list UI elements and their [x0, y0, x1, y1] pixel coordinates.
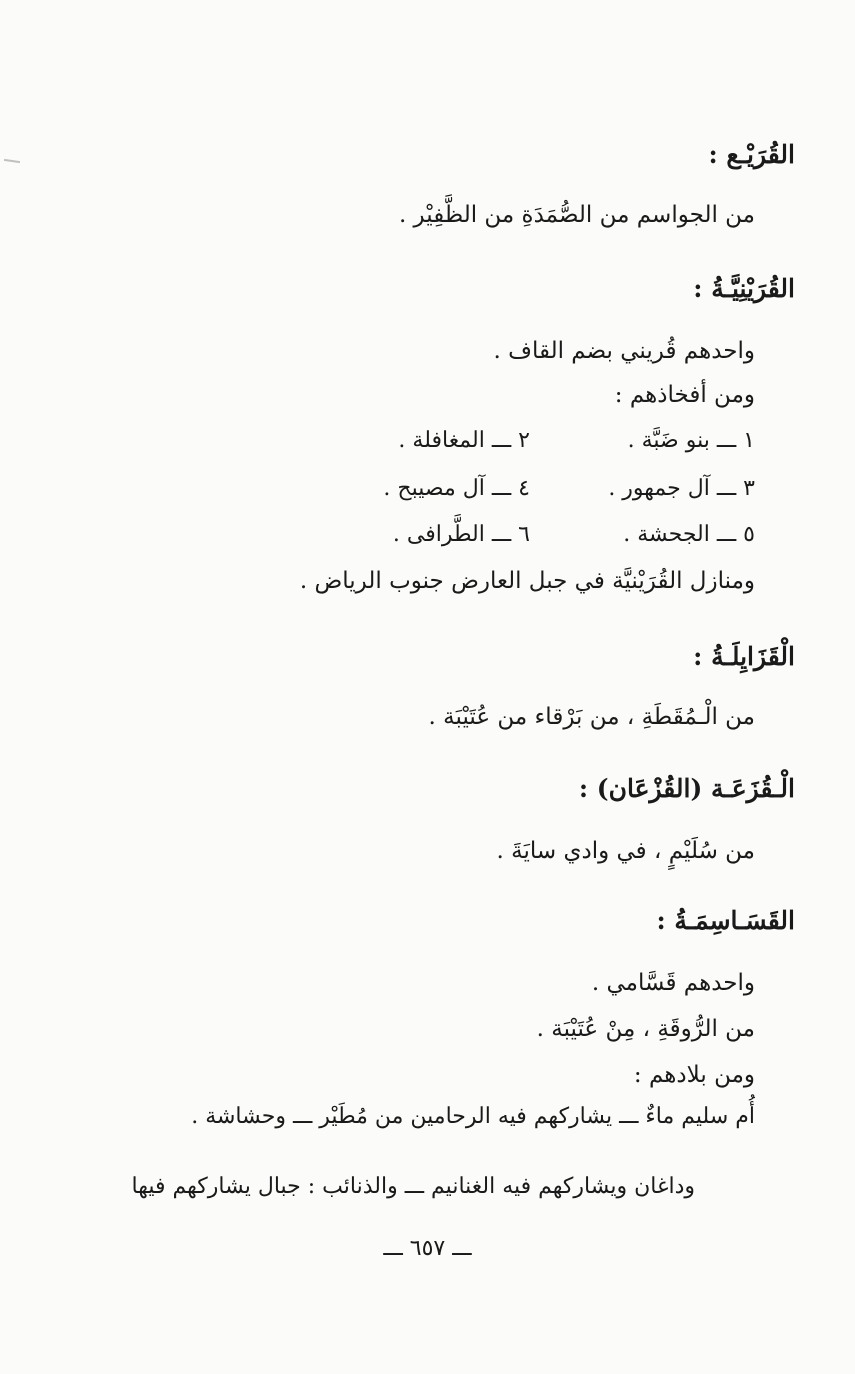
subdivision-item: ٥ ـــ الجحشة .: [623, 522, 755, 547]
subdivision-item: ٣ ـــ آل جمهور .: [608, 476, 755, 501]
entry-text: من الجواسم من الصُّمَدَةِ من الظَّفِيْر .: [398, 202, 755, 228]
entry-heading-qasasima: القَسَـاسِمَـةُ :: [656, 906, 795, 935]
entry-text: من الرُّوقَةِ ، مِنْ عُتَيْبَة .: [536, 1016, 755, 1042]
subdivision-item: ٦ ـــ الطَّرافى .: [392, 522, 530, 547]
entry-text: من سُلَيْمٍ ، في وادي سايَةَ .: [496, 838, 755, 864]
entry-heading-quray: القُرَيْـع :: [708, 140, 795, 169]
subdivision-item: ١ ـــ بنو ضَبَّة .: [627, 428, 755, 453]
entry-text: ومن بلادهم :: [633, 1062, 755, 1088]
entry-text: ومن أفخاذهم :: [614, 382, 755, 408]
entry-text: واحدهم قَسَّامي .: [591, 970, 755, 996]
page-number: ـــ ٦٥٧ ـــ: [383, 1236, 472, 1261]
subdivision-item: ٤ ـــ آل مصيبح .: [383, 476, 530, 501]
entry-heading-qazayila: الْقَزَايِلَـةُ :: [693, 642, 795, 671]
subdivision-row: [393, 518, 755, 552]
entry-heading-qurayniyya: القُرَيْنِيَّـةُ :: [693, 274, 795, 303]
continuation-text: وداغان ويشاركهم فيه الغنانيم ـــ والذنائب : جبال يشاركهم فيها: [131, 1174, 695, 1199]
entry-text: أُم سليم ماءٌ ـــ يشاركهم فيه الرحامين من مُطَيْر ـــ وحشاشة .: [191, 1104, 755, 1129]
subdivision-item: ٢ ـــ المغافلة .: [398, 428, 530, 453]
subdivision-row: [383, 472, 755, 506]
subdivision-row: [398, 424, 755, 458]
scan-speck: [4, 159, 20, 163]
entry-heading-quzaa: الْـقُزَعَـة (القُزْعَان) :: [578, 774, 795, 803]
entry-text: واحدهم قُريني بضم القاف .: [493, 338, 755, 364]
entry-text: ومنازل القُرَيْنيَّة في جبل العارض جنوب الرياض .: [299, 568, 755, 594]
entry-text: من الْـمُقَطَةِ ، من بَرْقاء من عُتَيْبَة .: [428, 704, 755, 730]
